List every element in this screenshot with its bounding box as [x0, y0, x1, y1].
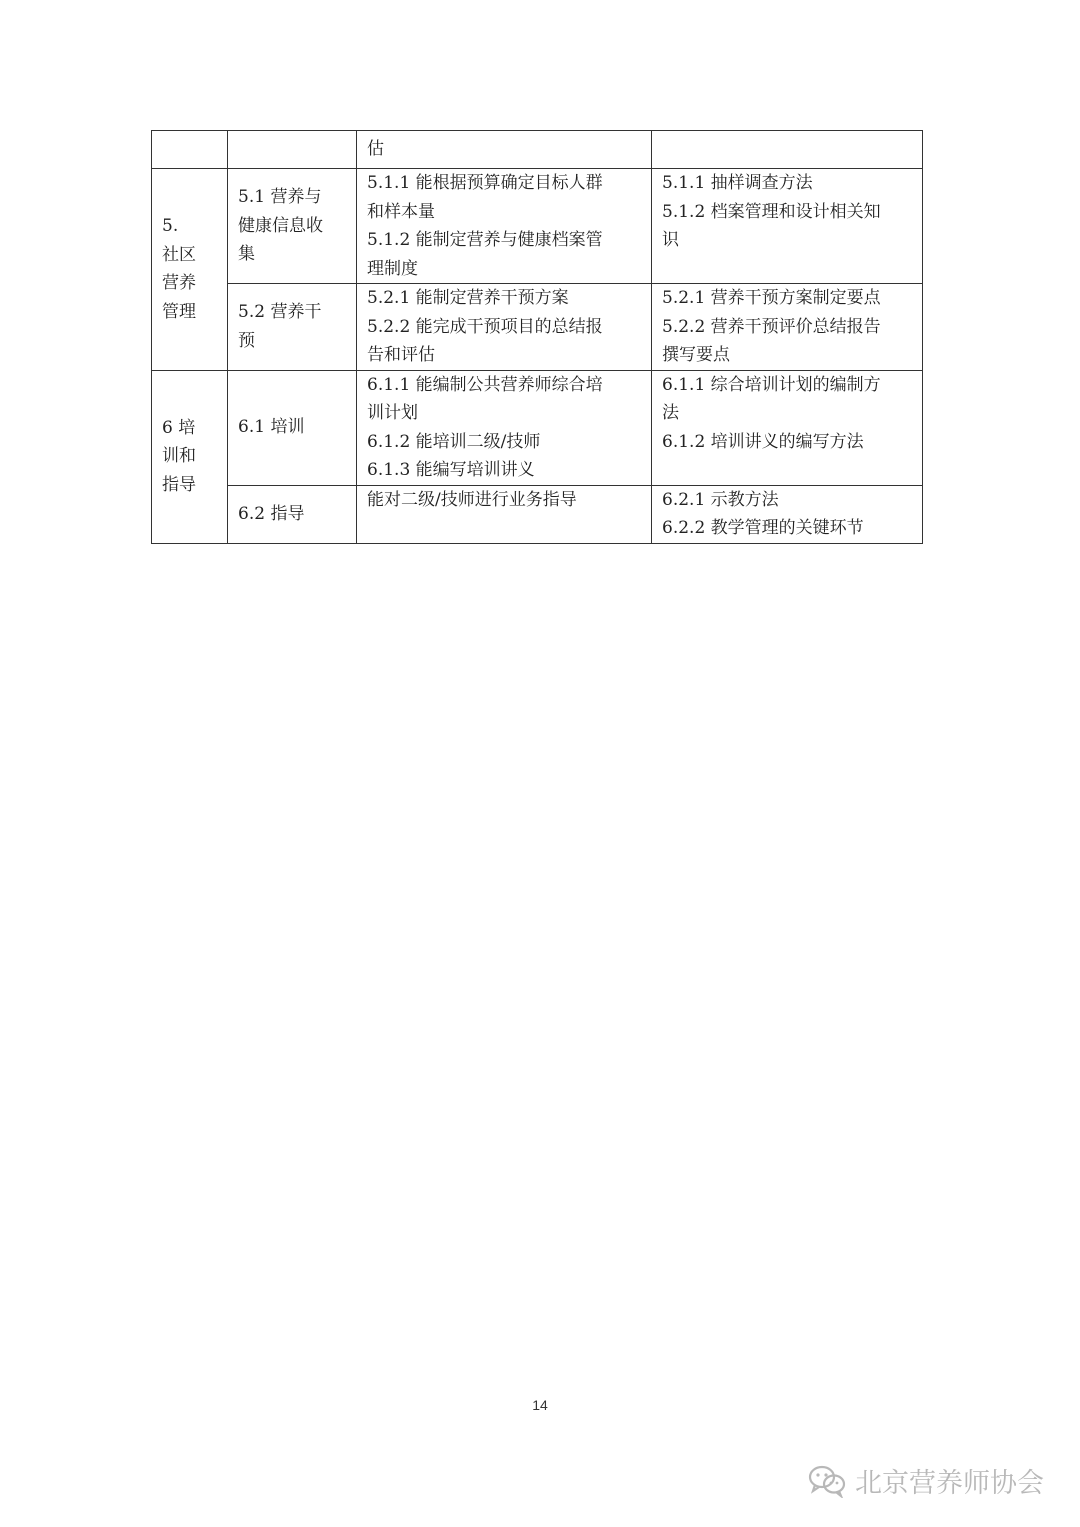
knowledge-requirement-cell — [652, 284, 923, 371]
skill-requirement-cell — [357, 485, 652, 543]
watermark — [807, 1461, 1044, 1500]
cell-line: 预 — [238, 330, 255, 351]
cell-line: 训计划 — [367, 403, 418, 423]
cell-line: 管理 — [162, 301, 196, 322]
table-cell — [228, 131, 357, 169]
skill-requirement-cell — [357, 370, 652, 485]
cell-line: 5.2 营养干 — [238, 302, 322, 323]
subsection-cell — [228, 485, 357, 543]
subsection-cell — [228, 169, 357, 284]
table-row — [152, 284, 923, 371]
cell-line: 5.2.1 能制定营养干预方案 — [367, 288, 569, 308]
cell-line: 撰写要点 — [662, 345, 730, 365]
knowledge-requirement-cell — [652, 169, 923, 284]
cell-line: 5.1 营养与 — [238, 187, 322, 208]
cell-line: 6.1.3 能编写培训讲义 — [367, 460, 535, 480]
cell-line: 5. — [162, 216, 179, 237]
cell-line: 6.2.1 示教方法 — [662, 489, 779, 510]
cell-line: 6.1.2 能培训二级/技师 — [367, 431, 541, 452]
cell-line: 训和 — [162, 446, 196, 467]
table-row — [152, 485, 923, 543]
table-cell — [652, 131, 923, 169]
cell-line: 指导 — [162, 474, 196, 495]
curriculum-table — [151, 130, 923, 544]
cell-line: 集 — [238, 244, 255, 265]
wechat-icon — [807, 1464, 847, 1498]
section-title-cell — [152, 169, 228, 371]
cell-line: 社区 — [162, 244, 196, 265]
table-row — [152, 169, 923, 284]
cell-line: 理制度 — [367, 258, 418, 279]
cell-line: 告和评估 — [367, 345, 435, 365]
cell-line: 6.1.2 培训讲义的编写方法 — [662, 431, 864, 452]
cell-line: 6 培 — [162, 417, 196, 438]
cell-line: 5.1.1 能根据预算确定目标人群 — [367, 173, 603, 193]
cell-line: 6.2 指导 — [238, 503, 305, 524]
cell-line: 5.1.2 档案管理和设计相关知 — [662, 201, 881, 222]
cell-line: 5.2.2 营养干预评价总结报告 — [662, 316, 881, 337]
table-cell — [152, 131, 228, 169]
cell-line: 6.1 培训 — [238, 417, 305, 438]
page-number: 14 — [532, 1397, 548, 1413]
table-cell — [357, 131, 652, 169]
cell-line: 和样本量 — [367, 201, 435, 222]
table-row — [152, 131, 923, 169]
skill-requirement-cell — [357, 169, 652, 284]
table-row — [152, 370, 923, 485]
cell-line: 健康信息收 — [238, 215, 323, 236]
subsection-cell — [228, 284, 357, 371]
cell-line: 法 — [662, 403, 679, 423]
cell-line: 6.1.1 综合培训计划的编制方 — [662, 374, 881, 395]
cell-line: 5.1.2 能制定营养与健康档案管 — [367, 230, 603, 250]
skill-requirement-cell — [357, 284, 652, 371]
cell-line: 识 — [662, 230, 679, 250]
cell-line: 6.1.1 能编制公共营养师综合培 — [367, 374, 603, 395]
knowledge-requirement-cell — [652, 485, 923, 543]
cell-line: 能对二级/技师进行业务指导 — [367, 489, 577, 510]
cell-line: 估 — [367, 139, 384, 160]
section-title-cell — [152, 370, 228, 543]
knowledge-requirement-cell — [652, 370, 923, 485]
cell-line: 6.2.2 教学管理的关键环节 — [662, 518, 864, 538]
cell-line: 5.1.1 抽样调查方法 — [662, 173, 813, 193]
cell-line: 5.2.2 能完成干预项目的总结报 — [367, 316, 603, 337]
subsection-cell — [228, 370, 357, 485]
watermark-text: 北京营养师协会 — [855, 1468, 1044, 1499]
cell-line: 5.2.1 营养干预方案制定要点 — [662, 288, 881, 308]
cell-line: 营养 — [162, 273, 196, 294]
